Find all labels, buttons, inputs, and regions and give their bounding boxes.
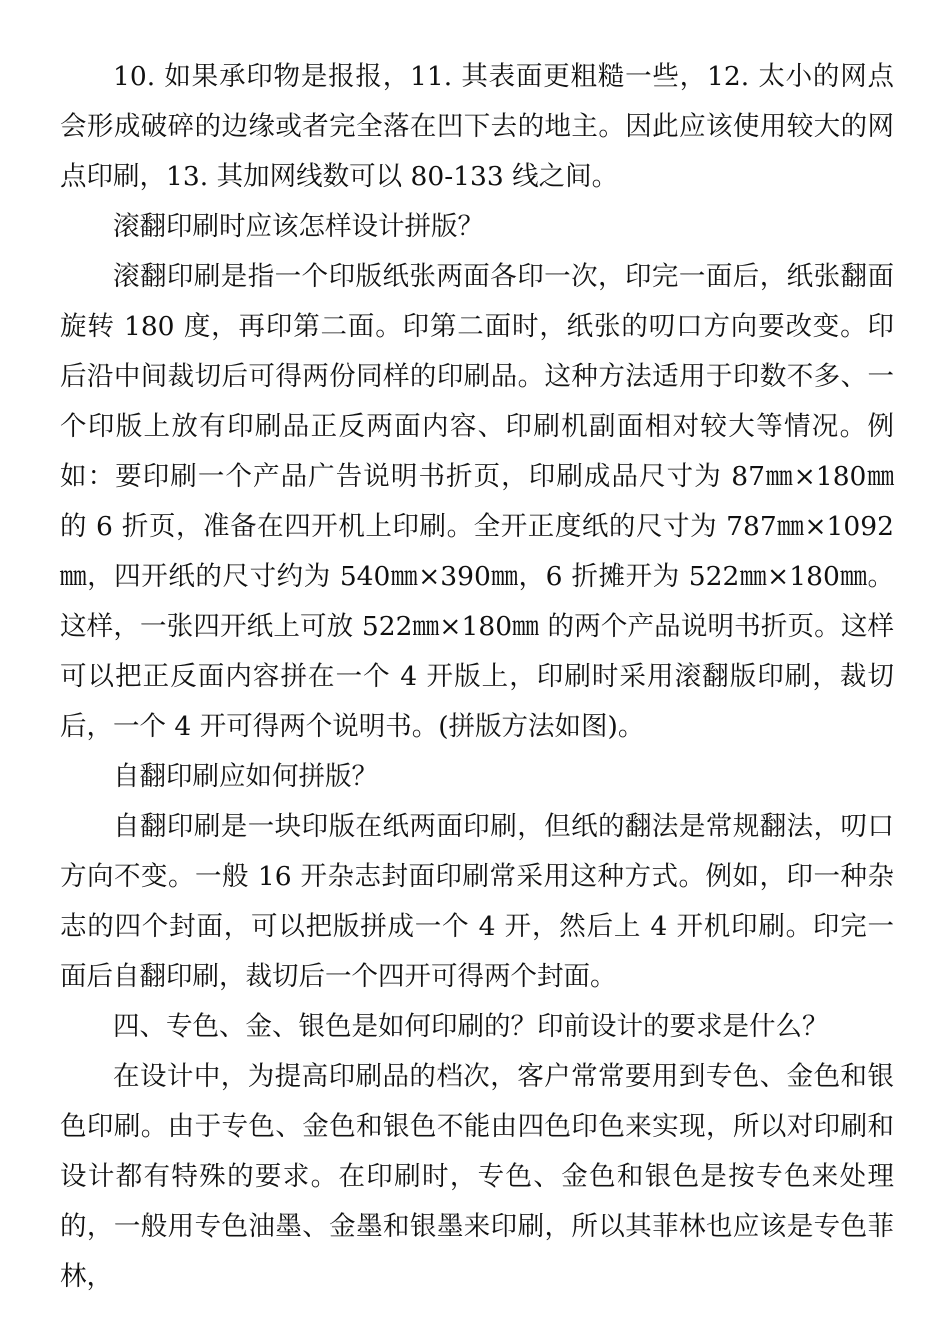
paragraph-halftone: 10. 如果承印物是报报，11. 其表面更粗糙一些，12. 太小的网点会形成破碎的边缘或者完全落在凹下去的地主。因此应该使用较大的网点印刷，13. 其加网线数可以 80-133 线之间。 (60, 61, 894, 192)
heading-spot-color-section: 四、专色、金、银色是如何印刷的？印前设计的要求是什么？ (113, 1011, 829, 1042)
paragraph-work-and-tumble: 滚翻印刷是指一个印版纸张两面各印一次，印完一面后，纸张翻面旋转 180 度，再印第二面。印第二面时，纸张的叨口方向要改变。印后沿中间裁切后可得两份同样的印刷品。这种方法适用于印数不多、一个印版上放有印刷品正反两面内容、印刷机副面相对较大等情况。例如：要印刷一个产品广告说明书折页，印刷成品尺寸为 87㎜×180㎜ 的 6 折页，准备在四开机上印刷。全开正度纸的尺寸为 787㎜×1092㎜，四开纸的尺寸约为 540㎜×390㎜，6 折摊开为 522㎜×180㎜。这样，一张四开纸上可放 522㎜×180㎜ 的两个产品说明书折页。这样可以把正反面内容拼在一个 4 开版上，印刷时采用滚翻版印刷，裁切后，一个 4 开可得两个说明书。(拼版方法如图)。 (60, 261, 894, 742)
paragraph-spot-color: 在设计中，为提高印刷品的档次，客户常常要用到专色、金色和银色印刷。由于专色、金色和银色不能由四色印色来实现，所以对印刷和设计都有特殊的要求。在印刷时，专色、金色和银色是按专色来处理的，一般用专色油墨、金墨和银墨来印刷，所以其菲林也应该是专色菲林， (60, 1061, 894, 1292)
heading-work-and-tumble: 滚翻印刷时应该怎样设计拼版？ (113, 211, 484, 242)
paragraph-work-and-turn: 自翻印刷是一块印版在纸两面印刷，但纸的翻法是常规翻法，叨口方向不变。一般 16 开杂志封面印刷常采用这种方式。例如，印一种杂志的四个封面，可以把版拼成一个 4 开，然后上 4 开机印刷。印完一面后自翻印刷，裁切后一个四开可得两个封面。 (60, 811, 894, 992)
heading-work-and-turn: 自翻印刷应如何拼版？ (113, 761, 378, 792)
document-body (60, 52, 894, 1302)
